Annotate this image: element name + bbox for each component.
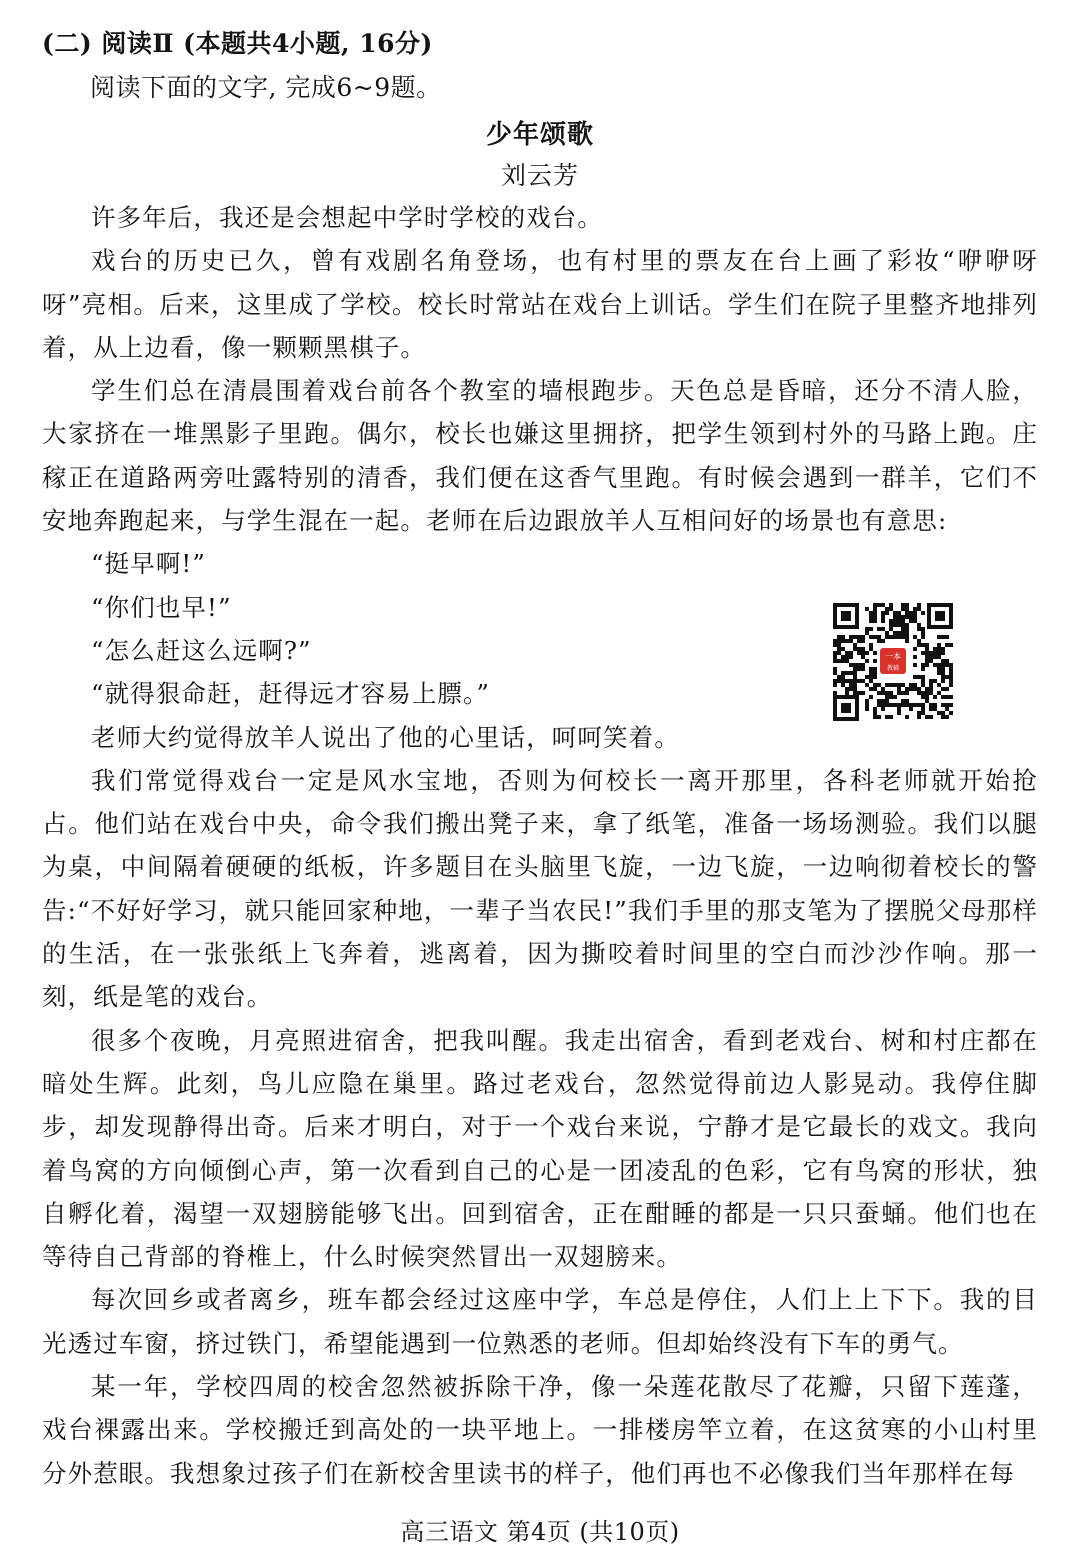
qr-code-icon [832,602,954,722]
article-title: 少年颂歌 [485,120,594,150]
section-heading: (二) 阅读Ⅱ (本题共4小题, 16分) [42,29,433,58]
dialogue-line: “挺早啊!” [91,549,206,579]
badge-text-top: 一本 [885,652,901,661]
dialogue-line: “怎么赶这么远啊?” [91,635,312,665]
qr-code-graphic [832,602,954,722]
article-author: 刘云芳 [500,161,579,190]
reading-instruction: 阅读下面的文字, 完成6~9题。 [90,73,442,102]
paragraph: 学生们总在清晨围着戏台前各个教室的墙根跑步。天色总是昏暗，还分不清人脸，大家挤在一堆黑影子里跑。偶尔，校长也嫌这里拥挤，把学生领到村外的马路上跑。庄稼正在道路两旁吐露特别的清香，我们便在这香气里跑。有时候会遇到一群羊，它们不安地奔跑起来，与学生混在一起。老师在后边跟放羊人互相问好的场景也有意思: [42,376,1038,536]
paragraph: 某一年，学校四周的校舍忽然被拆除干净，像一朵莲花散尽了花瓣，只留下莲蓬，戏台裸露出来。学校搬迁到高处的一块平地上。一排楼房竿立着，在这贫寒的小山村里分外惹眼。我想象过孩子们在新校舍里读书的样子，他们再也不必像我们当年那样在每 [42,1372,1038,1488]
paragraph: 每次回乡或者离乡，班车都会经过这座中学，车总是停住，人们上上下下。我的目光透过车窗，挤过铁门，希望能遇到一位熟悉的老师。但却始终没有下车的勇气。 [42,1285,1038,1358]
dialogue-line: “你们也早!” [91,592,232,622]
paragraph: 许多年后，我还是会想起中学时学校的戏台。 [91,203,603,232]
paragraph: 我们常觉得戏台一定是风水宝地，否则为何校长一离开那里，各科老师就开始抢占。他们站在戏台中央，命令我们搬出凳子来，拿了纸笔，准备一场场测验。我们以腿为桌，中间隔着硬硬的纸板，许多题目在头脑里飞旋，一边飞旋，一边响彻着校长的警告:“不好好学习，就只能回家种地，一辈子当农民!”我们手里的那支笔为了摆脱父母那样的生活，在一张张纸上飞奔着，逃离着，因为撕咬着时间里的空白而沙沙作响。那一刻，纸是笔的戏台。 [42,765,1038,1012]
dialogue-line: “就得狠命赶，赶得远才容易上膘。” [91,679,490,709]
article-body [42,196,1038,1495]
page-footer: 高三语文 第4页 (共10页) [400,1518,680,1546]
paragraph: 很多个夜晚，月亮照进宿舍，把我叫醒。我走出宿舍，看到老戏台、树和村庄都在暗处生辉。此刻，鸟儿应隐在巢里。路过老戏台，忽然觉得前边人影晃动。我停住脚步，却发现静得出奇。后来才明白，对于一个戏台来说，宁静才是它最长的戏文。我向着鸟窝的方向倾倒心声，第一次看到自己的心是一团凌乱的色彩，它有鸟窝的形状，独自孵化着，渴望一双翅膀能够飞出。回到宿舍，正在酣睡的都是一只只蚕蛹。他们也在等待自己背部的脊椎上，什么时候突然冒出一双翅膀来。 [42,1025,1038,1272]
paragraph: 戏台的历史已久，曾有戏剧名角登场，也有村里的票友在台上画了彩妆“咿咿呀呀”亮相。后来，这里成了学校。校长时常站在戏台上训话。学生们在院子里整齐地排列着，从上边看，像一颗颗黑棋子。 [42,246,1038,362]
paragraph: 老师大约觉得放羊人说出了他的心里话，呵呵笑着。 [91,722,680,752]
badge-text-bottom: 教辅 [886,665,900,672]
